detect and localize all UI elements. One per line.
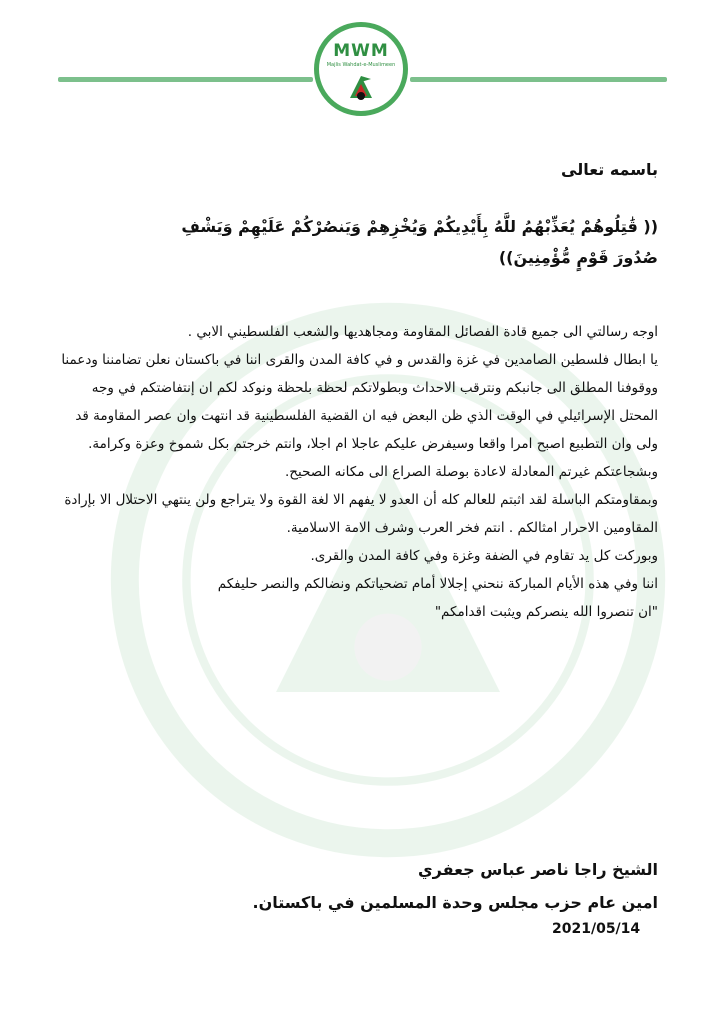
paragraph-1: اوجه رسالتي الى جميع قادة الفصائل المقاومة ومجاهديها والشعب الفلسطيني الابي . [187, 324, 658, 340]
letter-heading: باسمه تعالی [561, 160, 658, 179]
paragraph-4: وبمقاومتكم الباسلة لقد اثبتم للعالم كله أن العدو لا يفهم الا لغة القوة ولا يتراجع ولن ينتهي الاحتلال الا بإرادة المقاومين الاحرار امثالكم . انتم فخر العرب وشرف الامة الاسلامية. [64, 492, 658, 536]
header-rule-right [410, 77, 667, 82]
verse-line-1: (( قَٰتِلُوهُمْ يُعَذِّبْهُمُ للَّهُ بِأَيْدِيكُمْ وَيُخْزِهِمْ وَيَنصُرْكُمْ عَلَيْهِمْ وَيَشْفِ [181, 217, 658, 236]
paragraph-2: يا ابطال فلسطين الصامدين في غزة والقدس و في كافة المدن والقرى اننا في باكستان نعلن تضامننا ودعمنا ووقوفنا المطلق الى جانبكم ونترقب الاحداث وبطولاتكم لحظة بلحظة ونوكد لكم ان إنتفاضتكم في وجه المحتل الإسرائيلي في الوقت الذي ظن البعض فيه ان القضية الفلسطينية قد انتهت وان عصر المقاومة قد ولى وان التطبيع اصبح امرا واقعا وسيفرض عليكم عاجلا ام اجلا، وانتم خرجتم بكل شموخ وعزة وكرامة. [61, 352, 658, 452]
mwm-logo [314, 22, 408, 116]
signature-name: الشيخ راجا ناصر عباس جعفري [417, 860, 658, 879]
quran-verse [60, 211, 658, 273]
signature-title: امين عام حزب مجلس وحدة المسلمين في باكستان. [252, 893, 658, 912]
paragraph-5: وبوركت كل يد تقاوم في الضفة وغزة وفي كافة المدن والقرى. [310, 548, 658, 564]
paragraph-3: وبشجاعتكم غيرتم المعادلة لاعادة بوصلة الصراع الى مكانه الصحيح. [285, 464, 658, 480]
paragraph-6: اننا وفي هذه الأيام المباركة ننحني إجلالا أمام تضحياتكم ونضالكم والنصر حليفكم [217, 576, 658, 592]
logo-text: MWM [333, 41, 389, 61]
letter-body [60, 318, 658, 626]
header-rule-left [58, 77, 313, 82]
flag-emblem-icon [344, 72, 378, 102]
paragraph-7: "ان تنصروا الله ينصركم ويثبت اقدامكم" [434, 604, 658, 620]
letter-date: 2021/05/14 [552, 921, 641, 937]
verse-line-2: صُدُورَ قَوْمٍ مُّؤْمِنِينَ)) [498, 248, 658, 267]
logo-subtitle: Majlis Wahdat-e-Muslimeen [326, 62, 396, 68]
signature-block [60, 853, 658, 919]
